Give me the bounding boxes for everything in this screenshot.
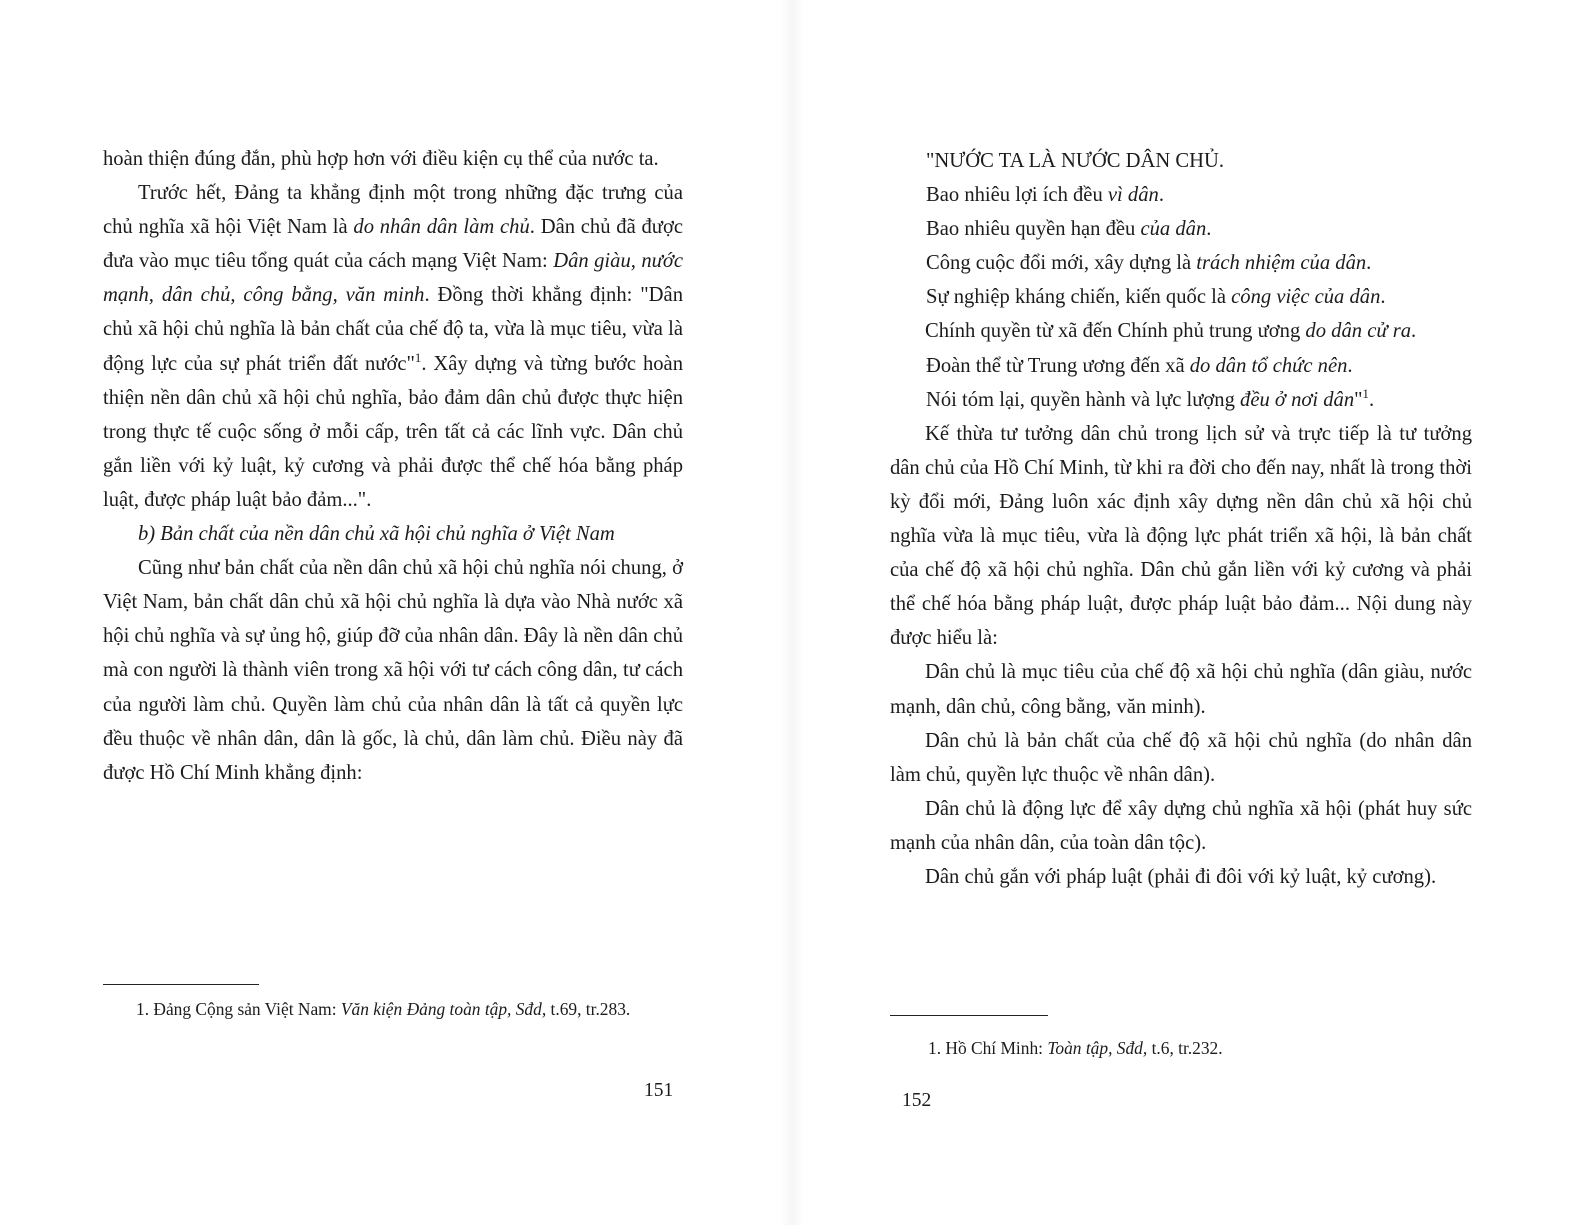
quote-line-5-text: Sự nghiệp kháng chiến, kiến quốc là — [926, 286, 1232, 309]
quote-line-6-end: . — [1411, 320, 1417, 343]
left-p2-text-c: . Dân chủ đã được đưa vào mục tiêu tổng quát của cách mạng Việt Nam: — [103, 216, 683, 273]
quote-line-4-text: Công cuộc đổi mới, xây dựng là — [926, 252, 1197, 275]
left-page-number: 151 — [644, 1080, 674, 1101]
left-paragraph-1: hoàn thiện đúng đắn, phù hợp hơn với điều kiện cụ thể của nước ta. — [103, 148, 659, 170]
left-footnote-text-a: 1. Đảng Cộng sản Việt Nam: — [136, 999, 341, 1019]
right-paragraph-3: Dân chủ là bản chất của chế độ xã hội chủ nghĩa (do nhân dân làm chủ, quyền lực thuộc về nhân dân). — [890, 729, 1472, 786]
quote-line-7-italic: do dân tổ chức nên — [1189, 354, 1348, 377]
left-p2-text-f: . Xây dựng và từng bước hoàn thiện nền dân chủ xã hội chủ nghĩa, bảo đảm dân chủ được thực hiện trong thực tế cuộc sống ở mỗi cấp, trên tất cả các lĩnh vực. Dân chủ gắn liền với kỷ luật, kỷ cương và phải được thể chế hóa bằng pháp luật, được pháp luật bảo đảm...". — [103, 352, 683, 511]
right-paragraph-1: Kế thừa tư tưởng dân chủ trong lịch sử và trực tiếp là tư tưởng dân chủ của Hồ Chí Minh, từ khi ra đời cho đến nay, nhất là trong thời kỳ đổi mới, Đảng luôn xác định xây dựng nền dân chủ xã hội chủ nghĩa vừa là mục tiêu, vừa là động lực phát triển xã hội, là bản chất của chế độ xã hội chủ nghĩa. Dân chủ gắn liền với kỷ cương và phải thể chế hóa bằng pháp luật, được pháp luật bảo đảm... Nội dung này được hiểu là: — [890, 422, 1472, 650]
quote-line-7 — [890, 349, 1472, 383]
quote-line-8-end: . — [1368, 388, 1375, 411]
quote-line-3-text: Bao nhiêu quyền hạn đều — [926, 218, 1141, 241]
right-body-text — [890, 144, 1472, 894]
left-p2-italic-d: Dân giàu, nước mạnh, dân chủ, công bằng, văn minh — [103, 250, 683, 307]
left-footnote-italic-b: Văn kiện Đảng toàn tập, Sđd, — [340, 999, 547, 1019]
left-body-text — [103, 142, 683, 790]
quote-line-2-end: . — [1158, 184, 1164, 207]
quote-line-4-end: . — [1366, 252, 1372, 275]
right-page-number: 152 — [902, 1090, 932, 1111]
quote-line-8-text: Nói tóm lại, quyền hành và lực lượng — [926, 388, 1241, 411]
quote-line-8-italic: đều ở nơi dân — [1240, 388, 1355, 411]
left-p2-italic-b: do nhân dân làm chủ — [353, 216, 530, 239]
right-footnote-text-c: t.6, tr.232. — [1147, 1038, 1223, 1058]
left-footnote-rule — [103, 984, 259, 985]
left-footnote-text-c: t.69, tr.283. — [546, 999, 631, 1019]
left-p2-text-e: . Đồng thời khẳng định: "Dân chủ xã hội chủ nghĩa là bản chất của chế độ ta, vừa là mục tiêu, vừa là động lực của sự phát triển đất nước" — [103, 284, 683, 375]
right-footnote-italic-b: Toàn tập, Sđd, — [1047, 1038, 1148, 1058]
left-footnote — [103, 996, 683, 1023]
quote-line-7-text: Đoàn thể từ Trung ương đến xã — [926, 354, 1190, 377]
quote-line-5-italic: công việc của dân — [1231, 286, 1381, 309]
left-p2-text-a: Trước hết, Đảng ta khẳng định một trong những đặc trưng của chủ nghĩa xã hội Việt Nam là — [103, 182, 683, 239]
right-paragraph-5: Dân chủ gắn với pháp luật (phải đi đôi với kỷ luật, kỷ cương). — [925, 865, 1437, 888]
quote-line-5-end: . — [1380, 286, 1386, 309]
quote-line-3-italic: của dân — [1140, 218, 1207, 241]
right-footnote-rule — [890, 1015, 1048, 1016]
right-paragraph-2: Dân chủ là mục tiêu của chế độ xã hội chủ nghĩa (dân giàu, nước mạnh, dân chủ, công bằng, văn minh). — [890, 661, 1472, 718]
quote-line-7-end: . — [1347, 354, 1353, 377]
left-paragraph-3: Cũng như bản chất của nền dân chủ xã hội chủ nghĩa nói chung, ở Việt Nam, bản chất dân chủ xã hội chủ nghĩa là dựa vào Nhà nước xã hội chủ nghĩa và sự ủng hộ, giúp đỡ của nhân dân. Đây là nền dân chủ mà con người là thành viên trong xã hội với tư cách công dân, tư cách của người làm chủ. Quyền làm chủ của nhân dân là tất cả quyền lực đều thuộc về nhân dân, dân là gốc, là chủ, dân làm chủ. Điều này đã được Hồ Chí Minh khẳng định: — [103, 557, 683, 784]
left-paragraph-2 — [103, 176, 683, 517]
quote-line-6-italic: do dân cử ra — [1305, 320, 1412, 343]
quote-line-4-italic: trách nhiệm của dân — [1196, 252, 1367, 275]
right-page — [792, 0, 1585, 1225]
quote-line-3-end: . — [1206, 218, 1212, 241]
right-paragraph-4: Dân chủ là động lực để xây dựng chủ nghĩa xã hội (phát huy sức mạnh của nhân dân, của toàn dân tộc). — [890, 797, 1472, 854]
quote-line-6-text: Chính quyền từ xã đến Chính phủ trung ương — [925, 320, 1306, 343]
quote-line-2-text: Bao nhiêu lợi ích đều — [926, 184, 1108, 207]
quote-line-2-italic: vì dân — [1107, 184, 1159, 207]
quote-line-3 — [890, 212, 1472, 246]
quote-line-4 — [890, 246, 1472, 280]
quote-line-8-close-quote: " — [1354, 388, 1363, 411]
right-footnote-text-a: 1. Hồ Chí Minh: — [928, 1038, 1048, 1058]
quote-line-8 — [890, 383, 1472, 417]
left-page — [0, 0, 792, 1225]
left-footnote-mark: 1 — [414, 350, 422, 365]
right-footnote — [890, 1035, 1450, 1062]
quote-line-1: "NƯỚC TA LÀ NƯỚC DÂN CHỦ. — [926, 150, 1225, 172]
right-footnote-mark: 1 — [1362, 386, 1369, 401]
quote-line-5 — [890, 280, 1472, 314]
quote-line-6 — [890, 314, 1472, 348]
quote-line-2 — [890, 178, 1472, 212]
left-subheading: b) Bản chất của nền dân chủ xã hội chủ nghĩa ở Việt Nam — [138, 523, 615, 546]
